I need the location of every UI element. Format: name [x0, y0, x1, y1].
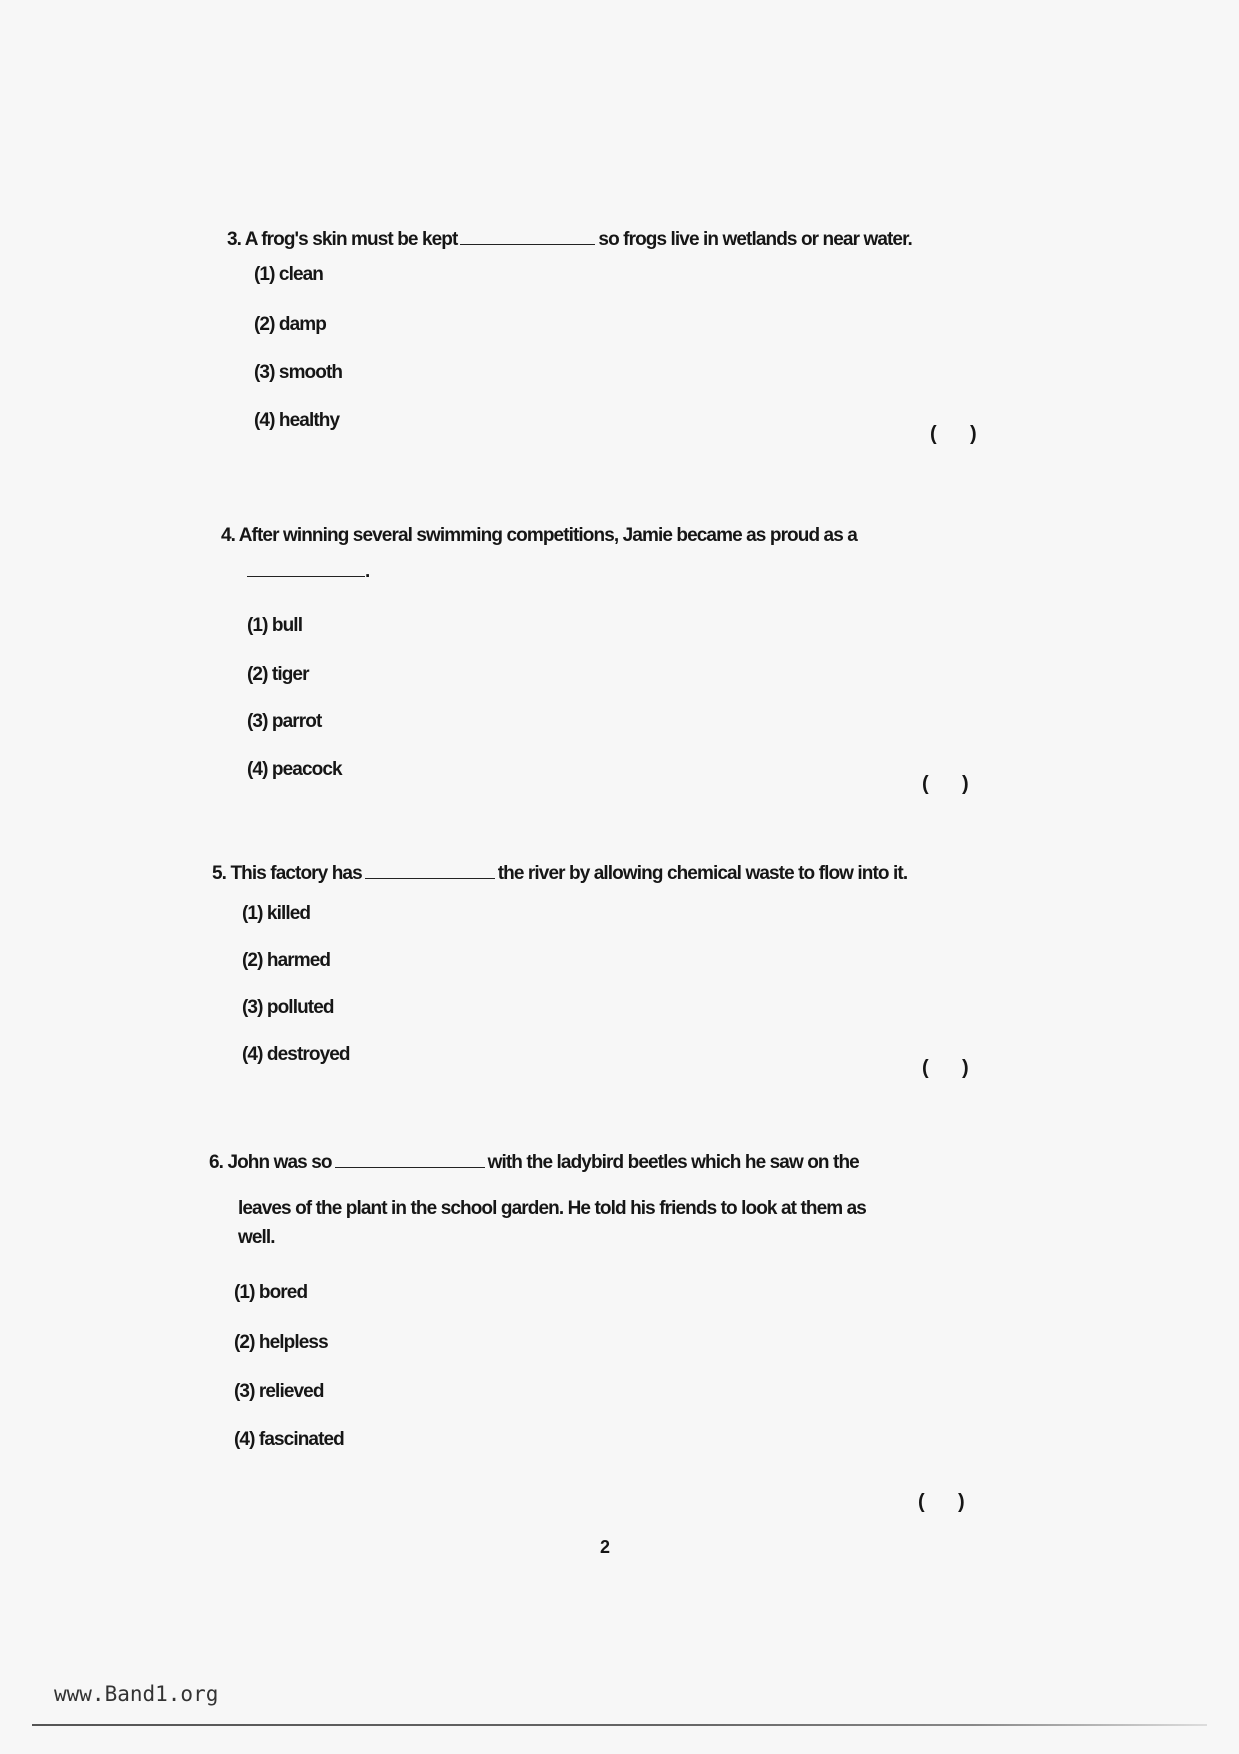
footer-divider	[32, 1724, 1207, 1726]
option: (4) healthy	[254, 410, 340, 431]
stem-text: so frogs live in wetlands or near water.	[598, 229, 912, 250]
stem-text: After winning several swimming competitions, Jamie became as proud as a	[238, 525, 857, 546]
question-number: 3.	[227, 229, 242, 250]
option: (4) peacock	[247, 759, 342, 780]
stem-text: .	[365, 561, 370, 582]
question-4-stem	[221, 524, 857, 548]
question-3-stem	[227, 226, 912, 252]
option: (3) polluted	[242, 997, 334, 1018]
option: (1) bull	[247, 615, 303, 636]
option: (3) relieved	[234, 1381, 324, 1402]
option: (4) destroyed	[242, 1044, 350, 1065]
page-number: 2	[600, 1537, 611, 1557]
option: (1) bored	[234, 1282, 308, 1303]
stem-text: with the ladybird beetles which he saw on the	[487, 1152, 859, 1173]
question-6-stem-line3: well.	[238, 1227, 275, 1248]
answer-bracket[interactable]: ( )	[922, 1057, 969, 1079]
option: (1) killed	[242, 903, 311, 924]
question-number: 5.	[212, 863, 227, 884]
option: (3) parrot	[247, 711, 322, 732]
answer-bracket[interactable]: ( )	[930, 423, 977, 445]
answer-blank	[365, 860, 495, 879]
answer-blank	[247, 558, 365, 577]
answer-blank	[335, 1149, 485, 1168]
option: (1) clean	[254, 264, 323, 285]
option: (2) damp	[254, 314, 326, 335]
question-5-stem	[212, 860, 907, 886]
stem-text: A frog's skin must be kept	[244, 229, 458, 250]
question-6-stem	[209, 1149, 859, 1175]
question-number: 4.	[221, 525, 236, 546]
question-6-stem-line2: leaves of the plant in the school garden. He told his friends to look at them as	[238, 1198, 866, 1219]
stem-text: the river by allowing chemical waste to flow into it.	[497, 863, 908, 884]
option: (2) helpless	[234, 1332, 328, 1353]
option: (2) harmed	[242, 950, 331, 971]
answer-blank	[460, 226, 595, 245]
answer-bracket[interactable]: ( )	[922, 773, 969, 795]
stem-text: This factory has	[230, 863, 362, 884]
footer-url: www.Band1.org	[54, 1682, 219, 1706]
answer-bracket[interactable]: ( )	[918, 1491, 965, 1513]
option: (4) fascinated	[234, 1429, 344, 1450]
stem-text: John was so	[227, 1152, 332, 1173]
question-number: 6.	[209, 1152, 224, 1173]
option: (3) smooth	[254, 362, 343, 383]
option: (2) tiger	[247, 664, 309, 685]
question-4-stem-line2	[247, 558, 369, 584]
